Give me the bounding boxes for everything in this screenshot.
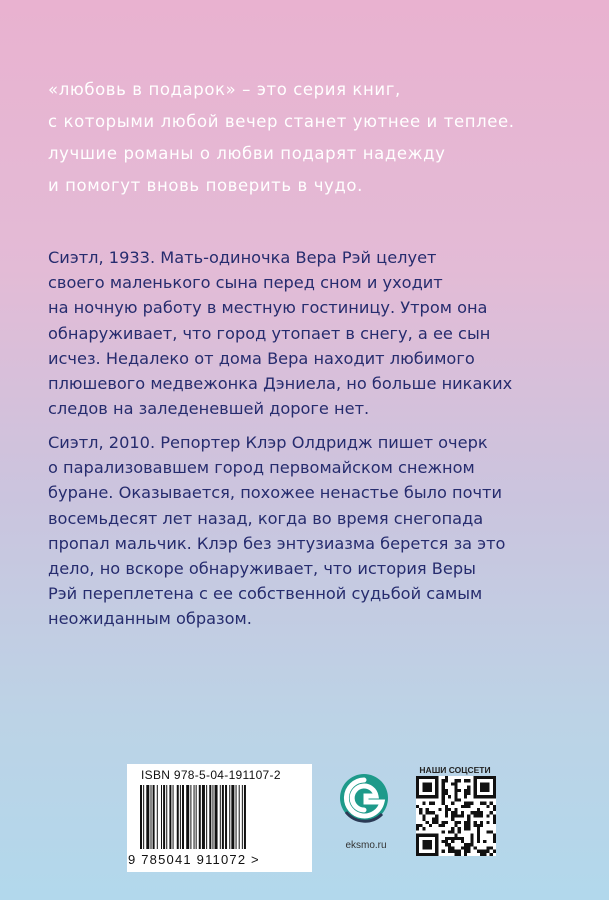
barcode-icon	[140, 785, 300, 851]
qr-code-icon[interactable]	[416, 776, 496, 856]
barcode-digits: 9 785041 911072 >	[128, 852, 260, 867]
paragraph-line: Сиэтл, 1933. Мать-одиночка Вера Рэй целует	[48, 248, 437, 267]
publisher-url[interactable]: eksmo.ru	[345, 840, 387, 851]
paragraph-line: дело, но вскоре обнаруживает, что история Веры	[48, 559, 476, 579]
series-intro	[48, 74, 588, 202]
paragraph-line: буране. Оказывается, похожее ненастье было почти	[48, 483, 502, 503]
paragraph-line: своего маленького сына перед сном и уходит	[48, 273, 443, 293]
social-title: НАШИ СОЦСЕТИ	[419, 765, 491, 775]
paragraph-line: следов на заледеневшей дороге нет.	[48, 399, 370, 419]
paragraph-line: на ночную работу в местную гостиницу. Утром она	[48, 298, 488, 318]
paragraph-line: неожиданным образом.	[48, 609, 252, 629]
intro-line: «любовь в подарок» – это серия книг,	[48, 80, 401, 99]
paragraph-line: плюшевого медвежонка Дэниела, но больше никаких	[48, 374, 513, 394]
paragraph-line: Рэй переплетена с ее собственной судьбой самым	[48, 584, 483, 604]
paragraph-line: восемьдесят лет назад, когда во время снегопада	[48, 508, 484, 528]
paragraph-line: исчез. Недалеко от дома Вера находит любимого	[48, 348, 475, 368]
intro-line: и помогут вновь поверить в чудо.	[48, 176, 363, 195]
description-paragraph-1	[48, 245, 578, 421]
paragraph-line: о парализовавшем город первомайском снежном	[48, 458, 475, 478]
description-paragraph-2	[48, 430, 578, 632]
intro-line: лучшие романы о любви подарят надежду	[48, 144, 446, 163]
isbn-label: ISBN 978-5-04-191107-2	[141, 768, 281, 782]
paragraph-line: пропал мальчик. Клэр без энтузиазма берется за это	[48, 533, 506, 553]
intro-line: с которыми любой вечер станет уютнее и теплее.	[48, 112, 515, 131]
eksmo-logo-icon	[336, 768, 392, 834]
paragraph-line: обнаруживает, что город утопает в снегу, а ее сын	[48, 323, 491, 343]
paragraph-line: Сиэтл, 2010. Репортер Клэр Олдридж пишет очерк	[48, 433, 488, 452]
